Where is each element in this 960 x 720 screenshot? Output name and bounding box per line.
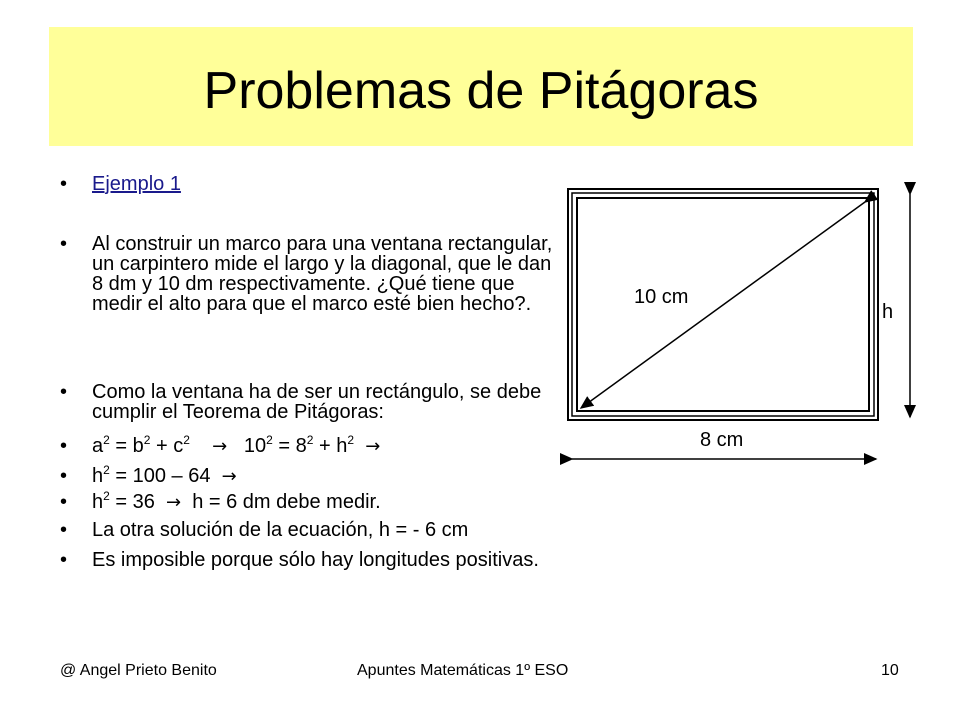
slide-title: Problemas de Pitágoras <box>203 62 759 120</box>
eq1-text: $a^2 = b^2 + c^2$ → $10^2 = 8^2 + h^2$ → <box>92 433 381 457</box>
bullet-dot: • <box>60 381 68 403</box>
bullet-impossible <box>60 550 562 570</box>
reasoning-text: Como la ventana ha de ser un rectángulo, se debe cumplir el Teorema de Pitágoras: <box>92 381 542 423</box>
footer-page-number: 10 <box>881 662 899 679</box>
eq2-text: $h^2 = 100 - 64$ → <box>92 463 237 487</box>
footer-author: @ Angel Prieto Benito <box>60 662 217 679</box>
bullet-dot: • <box>60 519 68 541</box>
footer-course: Apuntes Matemáticas 1º ESO <box>357 662 569 679</box>
bullet-equation-2 <box>60 463 562 487</box>
width-label: 8 cm <box>700 429 744 451</box>
bullet-dot: • <box>60 465 68 487</box>
problem-text: Al construir un marco para una ventana rectangular, un carpintero mide el largo y la diagonal, que le dan 8 dm y 10 dm respectivamente. ¿Qué tiene que medir el alto para que el marco esté bien hecho?. <box>92 233 553 315</box>
bullet-example <box>60 174 181 194</box>
arrow-icon: → <box>165 492 182 513</box>
height-label: h <box>882 301 894 323</box>
bullet-equation-3 <box>60 489 562 513</box>
example-link[interactable]: Ejemplo 1 <box>92 173 181 195</box>
arrow-icon: → <box>221 466 237 487</box>
arrow-icon: → <box>212 436 228 457</box>
eq3-text: $h^2 = 36 \to h = 6$ dm debe medir. <box>92 489 381 513</box>
title-bar <box>49 27 913 146</box>
diagonal-arrow <box>581 202 865 408</box>
bullet-equation-1 <box>60 433 562 457</box>
bullet-other-solution <box>60 520 572 540</box>
bullet-dot: • <box>60 233 68 255</box>
bullet-dot: • <box>60 549 68 571</box>
bullet-dot: • <box>60 173 68 195</box>
bullet-dot: • <box>60 435 68 457</box>
diagonal-label: 10 cm <box>634 286 689 308</box>
other-solution-text: La otra solución de la ecuación, h = - 6 cm <box>92 519 469 541</box>
bullet-dot: • <box>60 491 68 513</box>
arrow-icon: → <box>365 436 381 457</box>
window-frame-figure <box>560 180 920 480</box>
bullet-problem <box>60 234 562 314</box>
bullet-reasoning <box>60 382 562 422</box>
impossible-text: Es imposible porque sólo hay longitudes positivas. <box>92 549 539 571</box>
